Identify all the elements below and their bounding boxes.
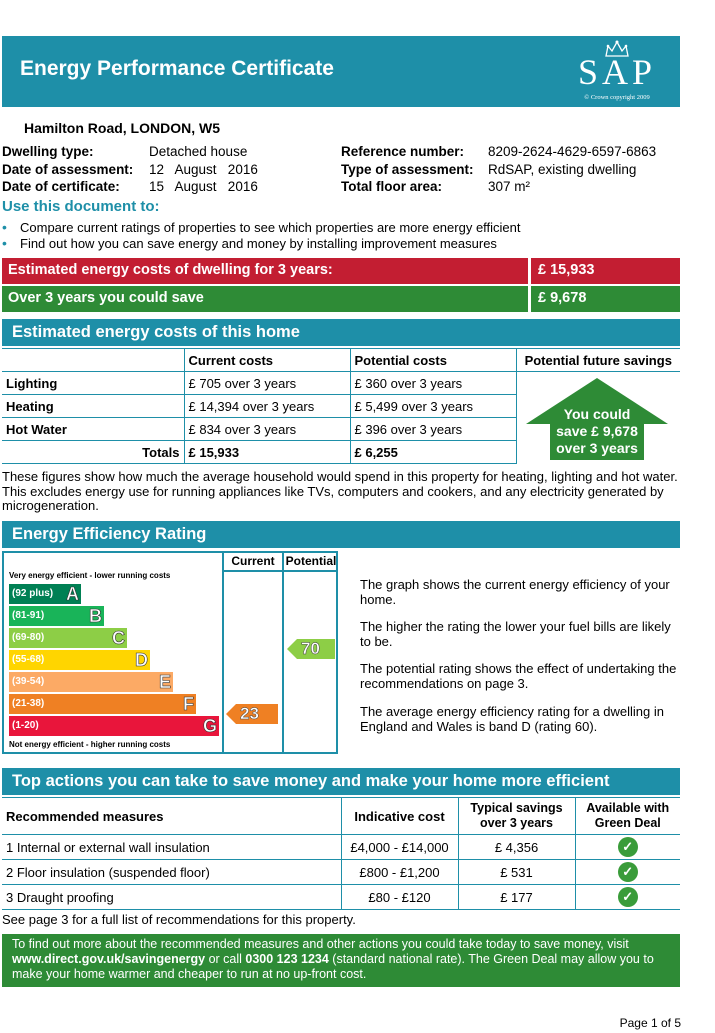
row-potential: £ 360 over 3 years bbox=[350, 372, 516, 395]
band-letter: G bbox=[202, 716, 217, 736]
assessment-type-value: RdSAP, existing dwelling bbox=[488, 161, 637, 177]
row-current: £ 834 over 3 years bbox=[184, 418, 350, 441]
band-letter: F bbox=[183, 694, 194, 714]
measure-savings: £ 4,356 bbox=[458, 835, 575, 860]
eer-text-3: The potential rating shows the effect of undertaking the recommendations on page 3. bbox=[360, 661, 677, 691]
band-range: (1-20) bbox=[12, 720, 39, 731]
band-range: (39-54) bbox=[12, 676, 45, 687]
phone-number: 0300 123 1234 bbox=[245, 952, 329, 966]
measure-cost: £4,000 - £14,000 bbox=[341, 835, 458, 860]
reference-label: Reference number: bbox=[341, 144, 465, 159]
row-name: Heating bbox=[2, 395, 184, 418]
eer-text-2: The higher the rating the lower your fuel bills are likely to be. bbox=[360, 619, 671, 649]
potential-savings-label: Over 3 years you could save bbox=[8, 290, 204, 306]
not-efficient-label: Not energy efficient - higher running costs bbox=[9, 740, 171, 749]
row-name: Lighting bbox=[2, 372, 184, 395]
table-row bbox=[2, 860, 680, 885]
eer-text-1: The graph shows the current energy efficiency of your home. bbox=[360, 577, 670, 607]
header-measures: Recommended measures bbox=[2, 798, 341, 835]
row-potential: £ 396 over 3 years bbox=[350, 418, 516, 441]
band-range: (55-68) bbox=[12, 654, 45, 665]
band-letter: A bbox=[66, 584, 79, 604]
use-document-list bbox=[2, 220, 521, 251]
green-deal-check-icon: ✓ bbox=[618, 887, 638, 907]
costs-note: These figures show how much the average household would spend in this property for heating, lighting and hot water. This excludes energy use for running appliances like TVs, computers and cookers, and any electricity generated by microgeneration. bbox=[2, 469, 678, 513]
date-assessment-value: 12 August 2016 bbox=[149, 161, 258, 177]
actions-note: See page 3 for a full list of recommendations for this property. bbox=[2, 912, 356, 927]
band-range: (92 plus) bbox=[12, 588, 54, 599]
totals-label: Totals bbox=[2, 441, 184, 464]
costs-section-title: Estimated energy costs of this home bbox=[2, 319, 680, 346]
potential-savings-bar bbox=[2, 286, 680, 312]
property-address: Hamilton Road, LONDON, W5 bbox=[24, 120, 220, 136]
sap-logo-text: SAP bbox=[577, 52, 657, 92]
date-assessment-label: Date of assessment: bbox=[2, 161, 134, 177]
green-deal-check-icon: ✓ bbox=[618, 837, 638, 857]
measure-cost: £80 - £120 bbox=[341, 885, 458, 910]
very-efficient-label: Very energy efficient - lower running costs bbox=[9, 571, 171, 580]
header-savings: Typical savings over 3 years bbox=[458, 798, 575, 835]
eer-text-4: The average energy efficiency rating for a dwelling in England and Wales is band D (rating 60). bbox=[360, 704, 664, 734]
actions-section-title: Top actions you can take to save money and make your home more efficient bbox=[2, 768, 680, 795]
dwelling-type-label: Dwelling type: bbox=[2, 144, 94, 159]
table-row bbox=[2, 835, 680, 860]
current-rating-arrow bbox=[226, 704, 278, 724]
date-certificate-label: Date of certificate: bbox=[2, 179, 120, 194]
property-details-left bbox=[2, 143, 258, 196]
reference-value: 8209-2624-4629-6597-6863 bbox=[488, 144, 657, 159]
eer-section-title: Energy Efficiency Rating bbox=[2, 521, 680, 548]
rating-band-f bbox=[9, 694, 196, 714]
rating-band-a bbox=[9, 584, 81, 604]
totals-potential: £ 6,255 bbox=[350, 441, 516, 464]
row-potential: £ 5,499 over 3 years bbox=[350, 395, 516, 418]
list-item: • Compare current ratings of properties to see which properties are more energy efficient bbox=[2, 220, 521, 236]
date-certificate-value: 15 August 2016 bbox=[149, 179, 258, 194]
property-details-right bbox=[341, 143, 656, 196]
crown-icon bbox=[604, 40, 630, 58]
estimated-costs-bar bbox=[2, 258, 680, 284]
col-current-header: Current bbox=[231, 554, 275, 568]
list-item: • Find out how you can save energy and money by installing improvement measures bbox=[2, 236, 521, 252]
eer-chart bbox=[2, 551, 338, 754]
dwelling-type-value: Detached house bbox=[149, 144, 248, 159]
row-current: £ 705 over 3 years bbox=[184, 372, 350, 395]
estimated-costs-label: Estimated energy costs of dwelling for 3 years: bbox=[8, 262, 333, 278]
totals-current: £ 15,933 bbox=[184, 441, 350, 464]
rating-band-b bbox=[9, 606, 104, 626]
footer-info-box: To find out more about the recommended measures and other actions you could take today to save money, visit www.direct.gov.uk/savingenergy or call 0300 123 1234 (standard national rate). The Green Deal may allow you to make your home warmer and cheaper to run at no up-front cost. bbox=[2, 934, 680, 987]
sap-logo bbox=[572, 42, 662, 102]
measure-cost: £800 - £1,200 bbox=[341, 860, 458, 885]
potential-rating-value: 70 bbox=[301, 639, 320, 658]
header-green-deal: Available with Green Deal bbox=[575, 798, 680, 835]
col-potential-header: Potential bbox=[285, 554, 337, 568]
row-name: Hot Water bbox=[2, 418, 184, 441]
estimated-costs-value: £ 15,933 bbox=[538, 262, 595, 278]
measure-name: 1 Internal or external wall insulation bbox=[2, 835, 341, 860]
potential-savings-value: £ 9,678 bbox=[538, 290, 587, 306]
band-letter: C bbox=[112, 628, 125, 648]
header-potential-costs: Potential costs bbox=[350, 349, 516, 372]
row-current: £ 14,394 over 3 years bbox=[184, 395, 350, 418]
rating-band-c bbox=[9, 628, 127, 648]
band-letter: E bbox=[158, 672, 171, 692]
header-future-savings: Potential future savings bbox=[516, 349, 680, 372]
header-cost: Indicative cost bbox=[341, 798, 458, 835]
assessment-type-label: Type of assessment: bbox=[341, 161, 474, 177]
measure-savings: £ 177 bbox=[458, 885, 575, 910]
page-title: Energy Performance Certificate bbox=[20, 57, 334, 80]
floor-area-label: Total floor area: bbox=[341, 179, 443, 194]
page-number: Page 1 of 5 bbox=[619, 1016, 681, 1030]
green-deal-check-icon: ✓ bbox=[618, 862, 638, 882]
band-letter: D bbox=[135, 650, 148, 670]
header-current-costs: Current costs bbox=[184, 349, 350, 372]
potential-rating-arrow bbox=[287, 639, 335, 659]
crown-copyright: © Crown copyright 2009 bbox=[584, 94, 650, 101]
measure-savings: £ 531 bbox=[458, 860, 575, 885]
rating-band-e bbox=[9, 672, 173, 692]
band-range: (81-91) bbox=[12, 610, 45, 621]
rating-band-g bbox=[9, 716, 219, 736]
actions-table bbox=[2, 797, 680, 910]
band-range: (69-80) bbox=[12, 632, 45, 643]
measure-name: 3 Draught proofing bbox=[2, 885, 341, 910]
use-document-title: Use this document to: bbox=[2, 198, 160, 215]
floor-area-value: 307 m² bbox=[488, 179, 531, 194]
current-rating-value: 23 bbox=[240, 704, 259, 723]
certificate-header bbox=[2, 36, 680, 107]
band-letter: B bbox=[89, 606, 102, 626]
measure-name: 2 Floor insulation (suspended floor) bbox=[2, 860, 341, 885]
table-row bbox=[2, 885, 680, 910]
band-range: (21-38) bbox=[12, 698, 45, 709]
savings-house-arrow bbox=[526, 378, 668, 460]
table-header-row bbox=[2, 798, 680, 835]
savings-arrow-text: You could save £ 9,678 over 3 years bbox=[556, 406, 638, 456]
rating-band-d bbox=[9, 650, 150, 670]
table-header-row bbox=[2, 349, 680, 372]
savingenergy-link[interactable]: www.direct.gov.uk/savingenergy bbox=[12, 952, 206, 966]
